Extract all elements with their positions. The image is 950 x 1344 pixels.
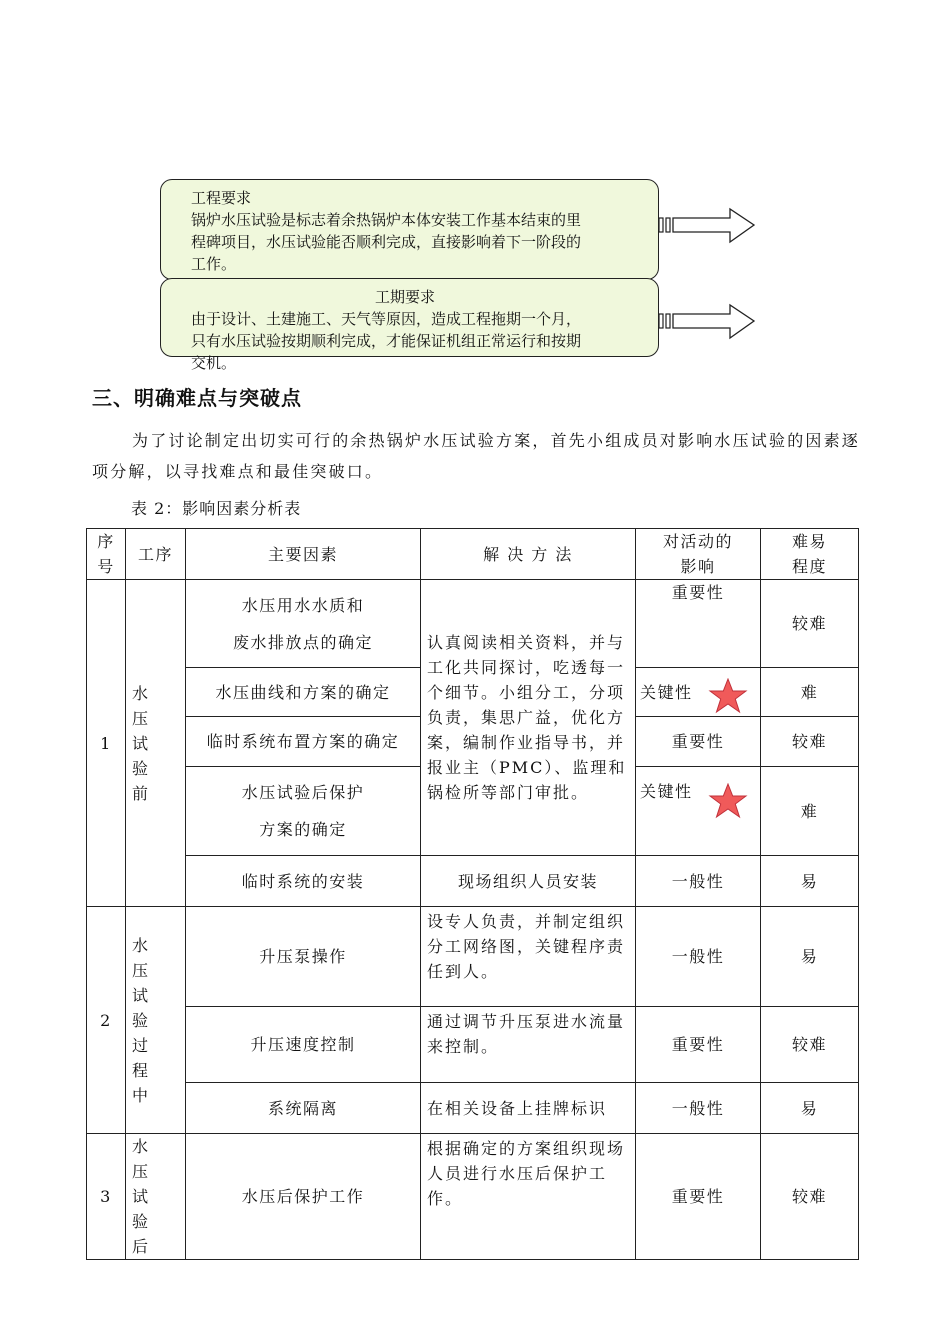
impact-cell: 一般性 xyxy=(636,907,761,1007)
group-no: 1 xyxy=(87,580,126,907)
box-line: 锅炉水压试验是标志着余热锅炉本体安装工作基本结束的里 xyxy=(191,211,582,229)
impact-cell: 一般性 xyxy=(636,1083,761,1134)
impact-cell: 关键性 xyxy=(636,668,761,717)
impact-cell: 关键性 xyxy=(636,767,761,856)
difficulty-cell: 难 xyxy=(761,668,859,717)
process-stage: 水 压 试 验 后 xyxy=(126,1134,186,1260)
box-line: 程碑项目，水压试验能否顺利完成，直接影响着下一阶段的 xyxy=(191,233,582,251)
difficulty-cell: 较难 xyxy=(761,1134,859,1260)
header-factor: 主要因素 xyxy=(186,529,421,580)
table-row xyxy=(87,1083,859,1134)
difficulty-cell: 易 xyxy=(761,907,859,1007)
method-cell: 认真阅读相关资料，并与工化共同探讨，吃透每一个细节。小组分工，分项负责，集思广益，优化方案，编制作业指导书，并报业主（PMC）、监理和锅检所等部门审批。 xyxy=(421,580,636,856)
requirement-box-schedule xyxy=(160,278,659,372)
right-arrow-icon xyxy=(658,303,758,341)
impact-cell: 重要性 xyxy=(636,1134,761,1260)
table-row xyxy=(87,1007,859,1083)
table-row xyxy=(87,580,859,668)
factor-analysis-table xyxy=(86,528,859,1260)
table-row xyxy=(87,1134,859,1260)
table-header-row xyxy=(87,529,859,580)
box-title: 工程要求 xyxy=(191,189,252,207)
method-cell: 根据确定的方案组织现场人员进行水压后保护工作。 xyxy=(421,1134,636,1260)
header-process: 工序 xyxy=(126,529,186,580)
process-stage: 水 压 试 验 过 程 中 xyxy=(126,907,186,1134)
header-impact: 对活动的 影响 xyxy=(636,529,761,580)
factor-cell: 临时系统布置方案的确定 xyxy=(186,717,421,767)
box-line: 工作。 xyxy=(191,255,237,273)
box-line: 只有水压试验按期顺利完成，才能保证机组正常运行和按期 xyxy=(191,332,582,350)
method-cell: 现场组织人员安装 xyxy=(421,856,636,907)
impact-cell: 一般性 xyxy=(636,856,761,907)
difficulty-cell: 难 xyxy=(761,767,859,856)
box-title: 工期要求 xyxy=(375,288,436,306)
factor-cell: 水压试验后保护 方案的确定 xyxy=(186,767,421,856)
box-line: 由于设计、土建施工、天气等原因，造成工程拖期一个月， xyxy=(191,310,582,328)
section-heading: 三、明确难点与突破点 xyxy=(92,386,302,410)
method-cell: 设专人负责，并制定组织分工网络图，关键程序责任到人。 xyxy=(421,907,636,1007)
table-caption: 表 2：影响因素分析表 xyxy=(131,499,302,518)
star-icon xyxy=(708,783,748,819)
factor-cell: 水压后保护工作 xyxy=(186,1134,421,1260)
impact-cell: 重要性 xyxy=(636,717,761,767)
factor-cell: 升压泵操作 xyxy=(186,907,421,1007)
header-no: 序 号 xyxy=(87,529,126,580)
difficulty-cell: 易 xyxy=(761,1083,859,1134)
header-difficulty: 难易 程度 xyxy=(761,529,859,580)
table-row xyxy=(87,907,859,1007)
factor-cell: 临时系统的安装 xyxy=(186,856,421,907)
method-cell: 通过调节升压泵进水流量来控制。 xyxy=(421,1007,636,1083)
right-arrow-icon xyxy=(658,207,758,245)
impact-cell: 重要性 xyxy=(636,1007,761,1083)
process-stage: 水 压 试 验 前 xyxy=(126,580,186,907)
factor-cell: 系统隔离 xyxy=(186,1083,421,1134)
impact-cell: 重要性 xyxy=(636,580,761,668)
group-no: 2 xyxy=(87,907,126,1134)
star-icon xyxy=(708,678,748,714)
difficulty-cell: 易 xyxy=(761,856,859,907)
method-cell: 在相关设备上挂牌标识 xyxy=(421,1083,636,1134)
requirement-box-engineering xyxy=(160,179,659,280)
intro-paragraph: 为了讨论制定出切实可行的余热锅炉水压试验方案，首先小组成员对影响水压试验的因素逐项分解，以寻找难点和最佳突破口。 xyxy=(92,431,861,481)
difficulty-cell: 较难 xyxy=(761,580,859,668)
box-line: 交机。 xyxy=(191,354,237,372)
difficulty-cell: 较难 xyxy=(761,717,859,767)
factor-cell: 水压用水水质和 废水排放点的确定 xyxy=(186,580,421,668)
difficulty-cell: 较难 xyxy=(761,1007,859,1083)
group-no: 3 xyxy=(87,1134,126,1260)
table-row xyxy=(87,856,859,907)
factor-cell: 升压速度控制 xyxy=(186,1007,421,1083)
header-method: 解 决 方 法 xyxy=(421,529,636,580)
factor-cell: 水压曲线和方案的确定 xyxy=(186,668,421,717)
